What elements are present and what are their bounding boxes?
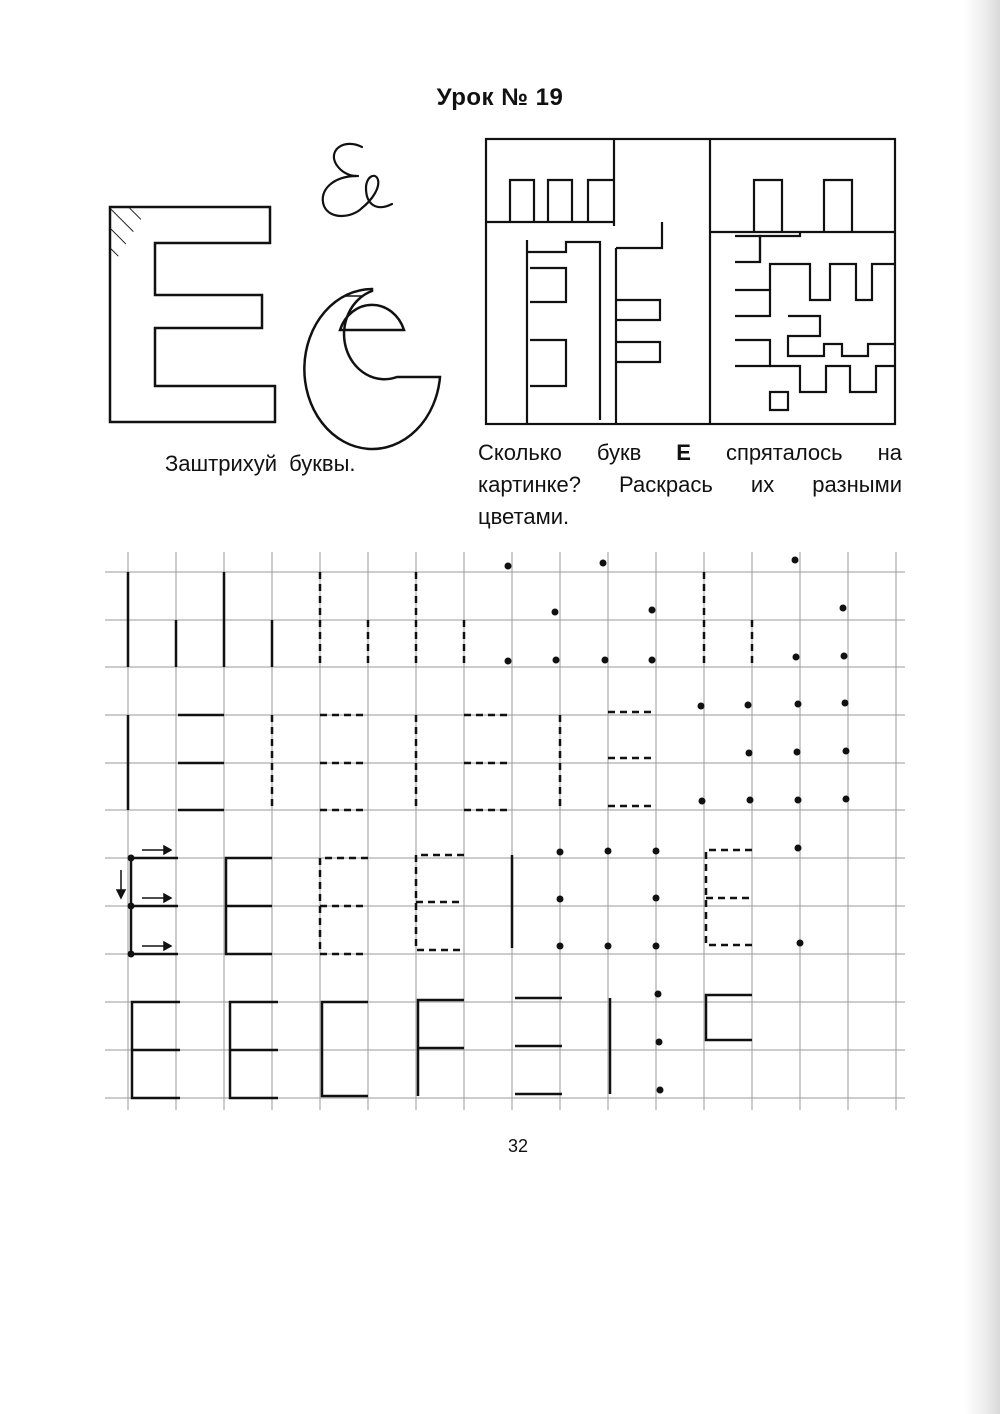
count-letters-text-before: Сколько букв xyxy=(478,440,642,465)
cursive-letter-ee xyxy=(323,144,392,216)
grid-row-dots-lower xyxy=(128,845,804,958)
hidden-letters-puzzle xyxy=(486,139,895,424)
outline-letter-capital-e xyxy=(110,207,275,422)
shade-letters-instruction: Заштрихуй буквы. xyxy=(165,451,356,476)
count-letters-instruction xyxy=(478,437,902,533)
grid-row-dots-top xyxy=(505,557,848,665)
grid-row-e-elements xyxy=(128,712,656,810)
lesson-title: Урок № 19 xyxy=(436,84,564,111)
page-number: 32 xyxy=(507,1136,529,1156)
outline-letter-lowercase-e xyxy=(300,287,450,449)
grid-row-bottom-letters xyxy=(132,995,752,1098)
arrows-stroke-direction xyxy=(117,846,171,950)
count-letters-highlight: Е xyxy=(676,440,691,465)
count-letters-text-after: спряталось на картинке? Раскрась их разными цветами. xyxy=(478,440,902,529)
